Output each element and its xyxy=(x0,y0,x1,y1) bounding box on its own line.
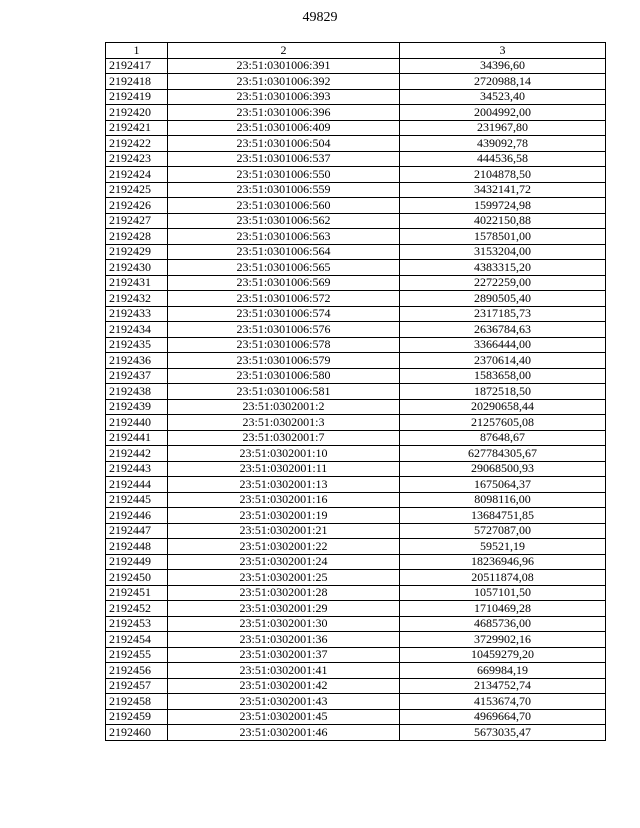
table-row xyxy=(106,167,606,183)
value-cell: 2104878,50 xyxy=(400,167,606,183)
value-cell: 5727087,00 xyxy=(400,523,606,539)
header-row xyxy=(106,43,606,59)
value-cell: 2317185,73 xyxy=(400,306,606,322)
row-number-cell: 2192453 xyxy=(106,616,168,632)
table-row xyxy=(106,151,606,167)
cadastral-number-cell: 23:51:0302001:45 xyxy=(168,709,400,725)
table-row xyxy=(106,678,606,694)
row-number-cell: 2192432 xyxy=(106,291,168,307)
table-row xyxy=(106,663,606,679)
cadastral-number-cell: 23:51:0302001:28 xyxy=(168,585,400,601)
table-row xyxy=(106,58,606,74)
value-cell: 4383315,20 xyxy=(400,260,606,276)
value-cell: 2134752,74 xyxy=(400,678,606,694)
table-row xyxy=(106,229,606,245)
cadastral-number-cell: 23:51:0301006:550 xyxy=(168,167,400,183)
row-number-cell: 2192449 xyxy=(106,554,168,570)
table-row xyxy=(106,554,606,570)
cadastral-number-cell: 23:51:0302001:22 xyxy=(168,539,400,555)
value-cell: 20290658,44 xyxy=(400,399,606,415)
row-number-cell: 2192457 xyxy=(106,678,168,694)
cadastral-number-cell: 23:51:0301006:578 xyxy=(168,337,400,353)
cadastral-number-cell: 23:51:0302001:3 xyxy=(168,415,400,431)
table-header xyxy=(106,43,606,59)
value-cell: 1675064,37 xyxy=(400,477,606,493)
row-number-cell: 2192443 xyxy=(106,461,168,477)
table-row xyxy=(106,120,606,136)
row-number-cell: 2192441 xyxy=(106,430,168,446)
table-row xyxy=(106,461,606,477)
value-cell: 2370614,40 xyxy=(400,353,606,369)
cadastral-number-cell: 23:51:0301006:563 xyxy=(168,229,400,245)
cadastral-number-cell: 23:51:0302001:43 xyxy=(168,694,400,710)
value-cell: 2636784,63 xyxy=(400,322,606,338)
row-number-cell: 2192428 xyxy=(106,229,168,245)
value-cell: 2890505,40 xyxy=(400,291,606,307)
table-row xyxy=(106,384,606,400)
cadastral-number-cell: 23:51:0301006:580 xyxy=(168,368,400,384)
value-cell: 627784305,67 xyxy=(400,446,606,462)
row-number-cell: 2192450 xyxy=(106,570,168,586)
value-cell: 1599724,98 xyxy=(400,198,606,214)
value-cell: 1578501,00 xyxy=(400,229,606,245)
cadastral-number-cell: 23:51:0302001:30 xyxy=(168,616,400,632)
cadastral-number-cell: 23:51:0302001:21 xyxy=(168,523,400,539)
row-number-cell: 2192446 xyxy=(106,508,168,524)
cadastral-number-cell: 23:51:0301006:576 xyxy=(168,322,400,338)
cadastral-number-cell: 23:51:0301006:537 xyxy=(168,151,400,167)
cadastral-number-cell: 23:51:0301006:569 xyxy=(168,275,400,291)
cadastral-number-cell: 23:51:0301006:392 xyxy=(168,74,400,90)
row-number-cell: 2192421 xyxy=(106,120,168,136)
cadastral-number-cell: 23:51:0302001:16 xyxy=(168,492,400,508)
value-cell: 34523,40 xyxy=(400,89,606,105)
table-row xyxy=(106,446,606,462)
table-row xyxy=(106,136,606,152)
row-number-cell: 2192419 xyxy=(106,89,168,105)
cadastral-number-cell: 23:51:0302001:41 xyxy=(168,663,400,679)
value-cell: 59521,19 xyxy=(400,539,606,555)
value-cell: 21257605,08 xyxy=(400,415,606,431)
value-cell: 3153204,00 xyxy=(400,244,606,260)
value-cell: 10459279,20 xyxy=(400,647,606,663)
value-cell: 29068500,93 xyxy=(400,461,606,477)
row-number-cell: 2192422 xyxy=(106,136,168,152)
value-cell: 2272259,00 xyxy=(400,275,606,291)
row-number-cell: 2192425 xyxy=(106,182,168,198)
column-header-3: 3 xyxy=(400,43,606,59)
row-number-cell: 2192439 xyxy=(106,399,168,415)
row-number-cell: 2192438 xyxy=(106,384,168,400)
row-number-cell: 2192444 xyxy=(106,477,168,493)
registry-table xyxy=(105,42,606,741)
value-cell: 231967,80 xyxy=(400,120,606,136)
value-cell: 3366444,00 xyxy=(400,337,606,353)
cadastral-number-cell: 23:51:0302001:24 xyxy=(168,554,400,570)
value-cell: 87648,67 xyxy=(400,430,606,446)
value-cell: 2720988,14 xyxy=(400,74,606,90)
table-row xyxy=(106,368,606,384)
cadastral-number-cell: 23:51:0302001:36 xyxy=(168,632,400,648)
row-number-cell: 2192455 xyxy=(106,647,168,663)
table-row xyxy=(106,430,606,446)
table-row xyxy=(106,523,606,539)
value-cell: 3432141,72 xyxy=(400,182,606,198)
cadastral-number-cell: 23:51:0302001:37 xyxy=(168,647,400,663)
cadastral-number-cell: 23:51:0302001:11 xyxy=(168,461,400,477)
table-row xyxy=(106,477,606,493)
value-cell: 2004992,00 xyxy=(400,105,606,121)
row-number-cell: 2192447 xyxy=(106,523,168,539)
table-row xyxy=(106,632,606,648)
cadastral-number-cell: 23:51:0301006:562 xyxy=(168,213,400,229)
row-number-cell: 2192451 xyxy=(106,585,168,601)
row-number-cell: 2192445 xyxy=(106,492,168,508)
value-cell: 20511874,08 xyxy=(400,570,606,586)
value-cell: 1057101,50 xyxy=(400,585,606,601)
row-number-cell: 2192430 xyxy=(106,260,168,276)
row-number-cell: 2192424 xyxy=(106,167,168,183)
row-number-cell: 2192427 xyxy=(106,213,168,229)
cadastral-number-cell: 23:51:0302001:25 xyxy=(168,570,400,586)
table-row xyxy=(106,647,606,663)
row-number-cell: 2192431 xyxy=(106,275,168,291)
value-cell: 13684751,85 xyxy=(400,508,606,524)
table-row xyxy=(106,725,606,741)
value-cell: 669984,19 xyxy=(400,663,606,679)
row-number-cell: 2192459 xyxy=(106,709,168,725)
value-cell: 8098116,00 xyxy=(400,492,606,508)
table-row xyxy=(106,601,606,617)
cadastral-number-cell: 23:51:0301006:559 xyxy=(168,182,400,198)
table-row xyxy=(106,89,606,105)
cadastral-number-cell: 23:51:0301006:391 xyxy=(168,58,400,74)
table-row xyxy=(106,570,606,586)
row-number-cell: 2192456 xyxy=(106,663,168,679)
row-number-cell: 2192436 xyxy=(106,353,168,369)
table-row xyxy=(106,105,606,121)
row-number-cell: 2192433 xyxy=(106,306,168,322)
cadastral-number-cell: 23:51:0302001:10 xyxy=(168,446,400,462)
cadastral-number-cell: 23:51:0301006:393 xyxy=(168,89,400,105)
table-row xyxy=(106,585,606,601)
table-row xyxy=(106,275,606,291)
table-row xyxy=(106,337,606,353)
cadastral-number-cell: 23:51:0301006:579 xyxy=(168,353,400,369)
row-number-cell: 2192434 xyxy=(106,322,168,338)
cadastral-number-cell: 23:51:0302001:13 xyxy=(168,477,400,493)
cadastral-number-cell: 23:51:0302001:46 xyxy=(168,725,400,741)
row-number-cell: 2192418 xyxy=(106,74,168,90)
value-cell: 5673035,47 xyxy=(400,725,606,741)
table-row xyxy=(106,322,606,338)
value-cell: 4685736,00 xyxy=(400,616,606,632)
page-number: 49829 xyxy=(302,10,338,25)
row-number-cell: 2192437 xyxy=(106,368,168,384)
cadastral-number-cell: 23:51:0302001:29 xyxy=(168,601,400,617)
table-row xyxy=(106,492,606,508)
row-number-cell: 2192417 xyxy=(106,58,168,74)
value-cell: 1872518,50 xyxy=(400,384,606,400)
cadastral-number-cell: 23:51:0301006:409 xyxy=(168,120,400,136)
row-number-cell: 2192458 xyxy=(106,694,168,710)
row-number-cell: 2192429 xyxy=(106,244,168,260)
cadastral-number-cell: 23:51:0301006:560 xyxy=(168,198,400,214)
table-row xyxy=(106,198,606,214)
cadastral-number-cell: 23:51:0301006:565 xyxy=(168,260,400,276)
table-row xyxy=(106,182,606,198)
cadastral-number-cell: 23:51:0302001:7 xyxy=(168,430,400,446)
table-row xyxy=(106,260,606,276)
value-cell: 3729902,16 xyxy=(400,632,606,648)
row-number-cell: 2192435 xyxy=(106,337,168,353)
row-number-cell: 2192440 xyxy=(106,415,168,431)
cadastral-number-cell: 23:51:0301006:504 xyxy=(168,136,400,152)
table-row xyxy=(106,539,606,555)
table-row xyxy=(106,213,606,229)
row-number-cell: 2192420 xyxy=(106,105,168,121)
cadastral-number-cell: 23:51:0301006:581 xyxy=(168,384,400,400)
row-number-cell: 2192448 xyxy=(106,539,168,555)
table-row xyxy=(106,508,606,524)
cadastral-number-cell: 23:51:0302001:19 xyxy=(168,508,400,524)
table-row xyxy=(106,399,606,415)
value-cell: 4022150,88 xyxy=(400,213,606,229)
row-number-cell: 2192460 xyxy=(106,725,168,741)
table-row xyxy=(106,74,606,90)
table-row xyxy=(106,291,606,307)
row-number-cell: 2192423 xyxy=(106,151,168,167)
row-number-cell: 2192442 xyxy=(106,446,168,462)
value-cell: 439092,78 xyxy=(400,136,606,152)
table-body xyxy=(106,58,606,740)
table-row xyxy=(106,694,606,710)
column-header-1: 1 xyxy=(106,43,168,59)
value-cell: 18236946,96 xyxy=(400,554,606,570)
value-cell: 4969664,70 xyxy=(400,709,606,725)
cadastral-number-cell: 23:51:0302001:42 xyxy=(168,678,400,694)
table-row xyxy=(106,709,606,725)
cadastral-number-cell: 23:51:0301006:396 xyxy=(168,105,400,121)
table-row xyxy=(106,244,606,260)
value-cell: 4153674,70 xyxy=(400,694,606,710)
cadastral-number-cell: 23:51:0301006:572 xyxy=(168,291,400,307)
row-number-cell: 2192426 xyxy=(106,198,168,214)
row-number-cell: 2192452 xyxy=(106,601,168,617)
value-cell: 1710469,28 xyxy=(400,601,606,617)
table-row xyxy=(106,306,606,322)
table-row xyxy=(106,415,606,431)
table-row xyxy=(106,616,606,632)
cadastral-number-cell: 23:51:0301006:564 xyxy=(168,244,400,260)
cadastral-number-cell: 23:51:0302001:2 xyxy=(168,399,400,415)
value-cell: 1583658,00 xyxy=(400,368,606,384)
column-header-2: 2 xyxy=(168,43,400,59)
value-cell: 34396,60 xyxy=(400,58,606,74)
value-cell: 444536,58 xyxy=(400,151,606,167)
table-row xyxy=(106,353,606,369)
row-number-cell: 2192454 xyxy=(106,632,168,648)
cadastral-number-cell: 23:51:0301006:574 xyxy=(168,306,400,322)
